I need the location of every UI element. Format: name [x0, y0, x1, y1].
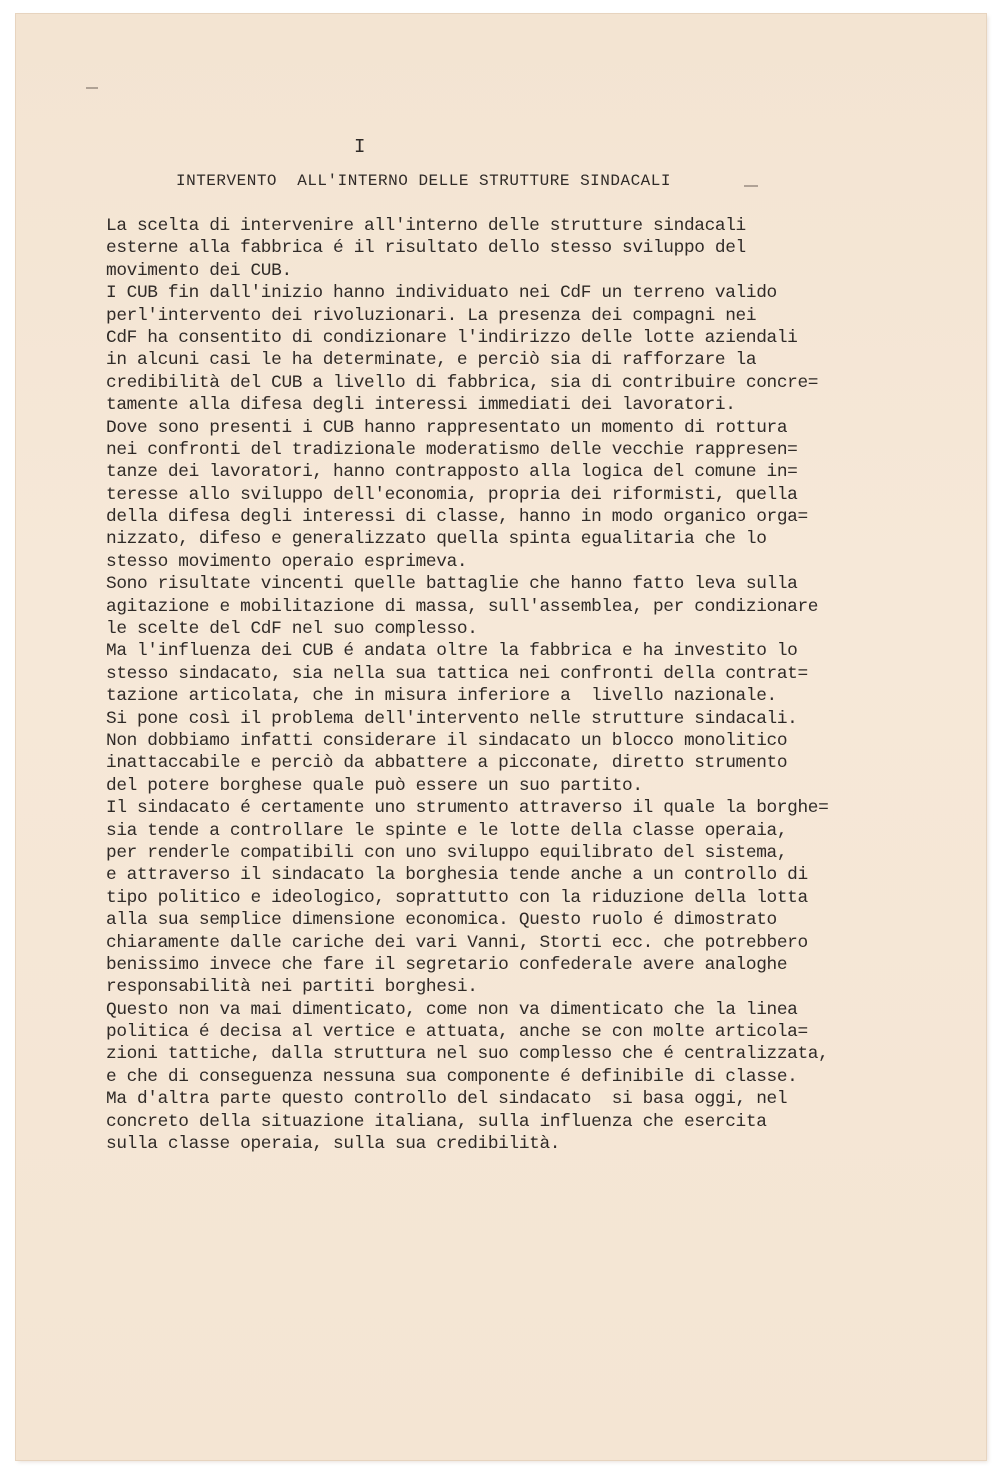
text-line: Ma l'influenza dei CUB é andata oltre la fabbrica e ha investito lo — [106, 641, 798, 662]
stray-mark — [86, 87, 98, 89]
text-line: chiaramente dalle cariche dei vari Vanni, Storti ecc. che potrebbero — [106, 932, 808, 953]
text-line: credibilità del CUB a livello di fabbrica, sia di contribuire concre= — [106, 372, 819, 393]
body-text — [106, 215, 828, 1155]
text-line: inattaccabile e perciò da abbattere a picconate, diretto strumento — [106, 753, 788, 774]
text-line: della difesa degli interessi di classe, hanno in modo organico orga= — [106, 507, 808, 528]
text-line: stesso sindacato, sia nella sua tattica nei confronti della contrat= — [106, 663, 808, 684]
text-line: Dove sono presenti i CUB hanno rappresentato un momento di rottura — [106, 417, 788, 438]
text-line: zioni tattiche, dalla struttura nel suo complesso che é centralizzata, — [106, 1044, 829, 1065]
text-line: politica é decisa al vertice e attuata, anche se con molte articola= — [106, 1022, 808, 1043]
text-line: I CUB fin dall'inizio hanno individuato nei CdF un terreno valido — [106, 283, 777, 304]
text-line: CdF ha consentito di condizionare l'indirizzo delle lotte aziendali — [106, 327, 798, 348]
text-line: Il sindacato é certamente uno strumento attraverso il quale la borghe= — [106, 798, 829, 819]
text-line: nei confronti del tradizionale moderatismo delle vecchie rappresen= — [106, 439, 798, 460]
text-line: Ma d'altra parte questo controllo del sindacato si basa oggi, nel — [106, 1089, 788, 1110]
text-line: perl'intervento dei rivoluzionari. La presenza dei compagni nei — [106, 305, 757, 326]
text-line: sia tende a controllare le spinte e le lotte della classe operaia, — [106, 820, 788, 841]
text-line: Si pone così il problema dell'intervento nelle strutture sindacali. — [106, 708, 798, 729]
text-line: stesso movimento operaio esprimeva. — [106, 551, 468, 572]
stray-mark — [744, 185, 758, 187]
text-line: tipo politico e ideologico, soprattutto con la riduzione della lotta — [106, 887, 808, 908]
text-line: esterne alla fabbrica é il risultato dello stesso sviluppo del — [106, 238, 746, 259]
text-line: e attraverso il sindacato la borghesia tende anche a un controllo di — [106, 865, 808, 886]
text-line: Non dobbiamo infatti considerare il sindacato un blocco monolitico — [106, 730, 788, 751]
text-line: per renderle compatibili con uno sviluppo equilibrato del sistema, — [106, 842, 788, 863]
text-line: teresse allo sviluppo dell'economia, propria dei riformisti, quella — [106, 484, 798, 505]
text-line: responsabilità nei partiti borghesi. — [106, 977, 478, 998]
text-line: Sono risultate vincenti quelle battaglie che hanno fatto leva sulla — [106, 574, 798, 595]
text-line: nizzato, difeso e generalizzato quella spinta egualitaria che lo — [106, 529, 767, 550]
text-line: e che di conseguenza nessuna sua componente é definibile di classe. — [106, 1066, 798, 1087]
page-number: I — [354, 136, 367, 158]
text-line: in alcuni casi le ha determinate, e perciò sia di rafforzare la — [106, 350, 757, 371]
text-line: La scelta di intervenire all'interno delle strutture sindacali — [106, 216, 746, 236]
document-title: INTERVENTO ALL'INTERNO DELLE STRUTTURE SINDACALI — [176, 172, 671, 190]
text-line: alla sua semplice dimensione economica. Questo ruolo é dimostrato — [106, 910, 777, 931]
text-line: le scelte del CdF nel suo complesso. — [106, 619, 478, 640]
text-line: tamente alla difesa degli interessi immediati dei lavoratori. — [106, 395, 736, 416]
text-line: tanze dei lavoratori, hanno contrapposto alla logica del comune in= — [106, 462, 798, 483]
text-line: movimento dei CUB. — [106, 260, 292, 281]
text-line: benissimo invece che fare il segretario confederale avere analoghe — [106, 954, 788, 975]
text-line: sulla classe operaia, sulla sua credibilità. — [106, 1134, 561, 1155]
text-line: del potere borghese quale può essere un suo partito. — [106, 775, 643, 796]
typewritten-page — [16, 14, 986, 1460]
text-line: Questo non va mai dimenticato, come non va dimenticato che la linea — [106, 999, 798, 1020]
text-line: tazione articolata, che in misura inferiore a livello nazionale. — [106, 686, 777, 707]
text-line: agitazione e mobilitazione di massa, sull'assemblea, per condizionare — [106, 596, 819, 617]
text-line: concreto della situazione italiana, sulla influenza che esercita — [106, 1111, 767, 1132]
